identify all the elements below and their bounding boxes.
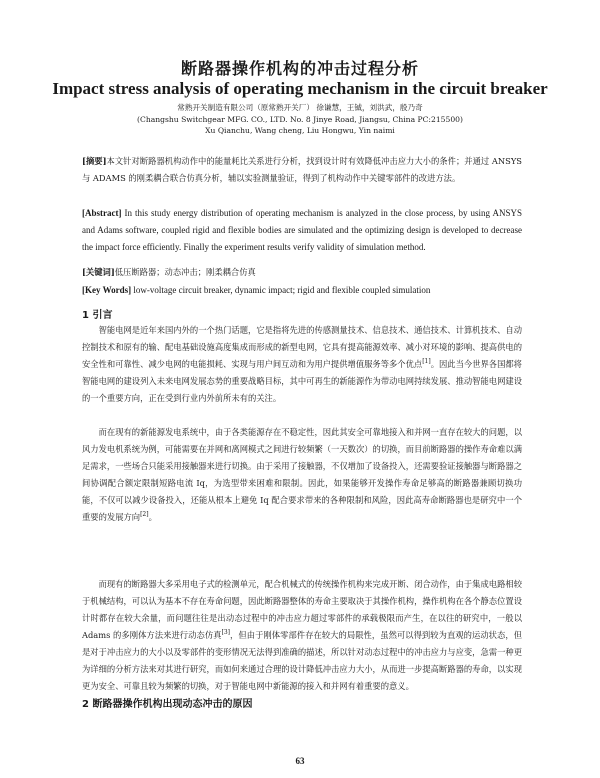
abstract-chinese-label: [摘要] [82, 156, 107, 166]
abstract-chinese-text: 本文针对断路器机构动作中的能量耗比关系进行分析，找到设计时有效降低冲击应力大小的条件；并通过 ANSYS 与 ADAMS 的刚柔耦合联合仿真分析，辅以实验测量验证，得到了机构动作中关键零部件的改进方法。 [82, 156, 522, 183]
keywords-english-text: low-voltage circuit breaker, dynamic impact; rigid and flexible coupled simulation [133, 285, 431, 295]
citation-1: [1] [422, 358, 431, 366]
keywords-chinese-label: [关键词] [82, 267, 115, 277]
keywords-chinese-text: 低压断路器；动态冲击；刚柔耦合仿真 [114, 267, 256, 277]
keywords-english [82, 282, 522, 299]
paragraph-1-text-a: 智能电网是近年来国内外的一个热门话题，它是指将先进的传感测量技术、信息技术、通信技术、计算机技术、自动控制技术和原有的输、配电基础设施高度集成而形成的新型电网，它具有提高能源效率、减小对环境的影响、提高供电的安全性和可靠性、减少电网的电能损耗、实现与用户间互动和为用户提供增值服务等多个优点 [82, 325, 522, 369]
abstract-chinese [82, 153, 522, 187]
section-2-heading: 2 断路器操作机构出现动态冲击的原因 [82, 699, 253, 710]
title-english: Impact stress analysis of operating mechanism in the circuit breaker [52, 79, 548, 98]
paragraph-3-text-b: ，但由于刚体零部件存在较大的局限性，虽然可以得到较为直观的运动状态，但是对于冲击应力的大小以及零部件的变形情况无法得到准确的描述，所以针对动态过程中的冲击应力与应变，急需一种更为详细的分析方法来对其进行研究，而如何来通过合理的设计降低冲击应力大小，从而进一步提高断路器的寿命，以实现更为安全、可靠且较为频繁的切换，对于智能电网中新能源的接入和并网有着重要的意义。 [82, 630, 522, 691]
citation-2: [2] [140, 511, 149, 519]
citation-3: [3] [221, 629, 231, 637]
title-chinese: 断路器操作机构的冲击过程分析 [180, 59, 419, 78]
paragraph-3 [82, 576, 522, 695]
keywords-english-label: [Key Words] [82, 285, 132, 295]
page-number: 63 [295, 756, 305, 766]
abstract-english [82, 205, 522, 256]
paragraph-2-text-b: 。 [148, 512, 157, 522]
keywords-chinese [82, 264, 522, 281]
paragraph-1-text-b: 。因此当今世界各国都将智能电网的建设列入未来电网发展态势的重要战略目标，其中可再生的新能源作为带动电网持续发展、推动智能电网建设的一个重要方向，正在受到行业内外前所未有的关注。 [82, 359, 522, 403]
paragraph-1 [82, 322, 522, 407]
affiliation-english: (Changshu Switchgear MFG. CO., LTD. No. 8 Jinye Road, Jiangsu, China PC:215500) [137, 115, 463, 124]
section-1-heading: 1 引言 [82, 310, 113, 321]
paragraph-3-text-a: 而现有的断路器大多采用电子式的检测单元，配合机械式的传统操作机构来完成开断、闭合动作，由于集成电路相较于机械结构，可以认为基本不存在寿命问题，因此断路器整体的寿命主要取决于其操作机构，操作机构在各个静态位置设计时都存在较大余量，而问题往往是出动态过程中的冲击应力超过零部件的承载极限而产生，在以往的研究中，一般以 Adams 的多刚体方法来进行动态仿真 [82, 579, 522, 640]
affiliation-chinese: 常熟开关制造有限公司（原常熟开关厂） 徐谦慧，王铖，刘洪武，殷乃奇 [177, 103, 423, 112]
abstract-english-text: In this study energy distribution of operating mechanism is analyzed in the close process, by using ANSYS and Adams software, coupled rigid and flexible bodies are simulated and the optimizing design is developed to decrease the impact force efficiently. Finally the experiment results verify validity of simulation method. [82, 208, 522, 252]
authors-english: Xu Qianchu, Wang cheng, Liu Hongwu, Yin naimi [205, 126, 395, 135]
abstract-english-label: [Abstract] [82, 208, 122, 218]
paragraph-2 [82, 424, 522, 526]
paragraph-2-text-a: 而在现有的新能源发电系统中，由于各类能源存在不稳定性，因此其安全可靠地接入和并网一直存在较大的问题，以风力发电机系统为例，可能需要在并网和离网模式之间进行较频繁（一天数次）的切换，而目前断路器的操作寿命难以满足需求，一些场合只能采用接触器来进行切换。由于采用了接触器，不仅增加了设备投入，还需要验证接触器与断路器之间协调配合额定限制短路电流 Iq，为选型带来困难和限制。因此，如果能够开发操作寿命足够高的断路器兼顾切换功能，不仅可以减少设备投入，还能从根本上避免 Iq 配合要求带来的各种限制和风险，因此高寿命断路器也是研究中一个重要的发展方向 [82, 427, 522, 522]
